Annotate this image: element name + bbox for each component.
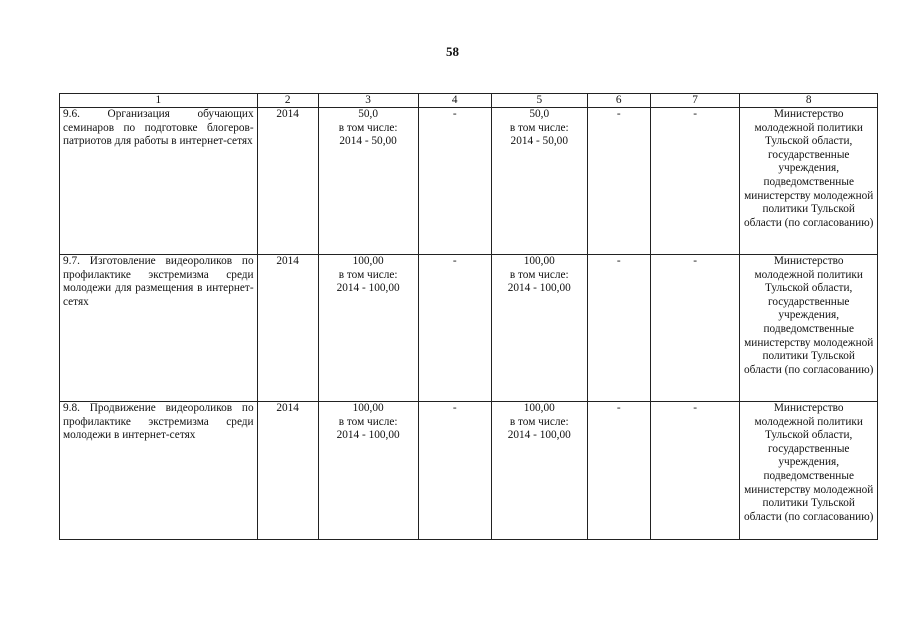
table-row bbox=[60, 108, 878, 255]
column-header: 4 bbox=[418, 94, 491, 108]
column-header: 3 bbox=[318, 94, 418, 108]
total-funding-cell bbox=[318, 402, 418, 540]
total-by-year: 2014 - 50,00 bbox=[339, 135, 397, 148]
regional-by-year: 2014 - 100,00 bbox=[507, 282, 571, 295]
measure-name-cell: 9.6. Организация обучающих семинаров по подготовке блогеров-патриотов для работы в интернет-сетях bbox=[60, 108, 258, 255]
extra-funding-cell: - bbox=[650, 108, 740, 255]
measure-name-cell: 9.7. Изготовление видеороликов по профилактике экстремизма среди молодежи для размещения в интернет-сетях bbox=[60, 255, 258, 402]
table-row bbox=[60, 402, 878, 540]
total-funding-cell bbox=[318, 108, 418, 255]
page-number: 58 bbox=[446, 44, 459, 59]
column-header: 1 bbox=[60, 94, 258, 108]
regional-funding-cell bbox=[491, 108, 587, 255]
regional-amount: 100,00 bbox=[523, 255, 555, 267]
column-header: 2 bbox=[257, 94, 318, 108]
extra-funding-cell: - bbox=[650, 255, 740, 402]
regional-funding-cell bbox=[491, 255, 587, 402]
executor-cell: Министерство молодежной политики Тульской области, государственные учреждения, подведомственные министерству молодежной политики Тульской области (по согласованию) bbox=[740, 255, 878, 402]
federal-funding-cell: - bbox=[418, 402, 491, 540]
regional-subtitle: в том числе: bbox=[509, 415, 569, 428]
total-amount: 100,00 bbox=[352, 255, 384, 267]
regional-by-year: 2014 - 100,00 bbox=[507, 429, 571, 442]
municipal-funding-cell: - bbox=[587, 402, 650, 540]
total-funding-cell bbox=[318, 255, 418, 402]
total-amount: 50,0 bbox=[358, 108, 379, 120]
column-header: 5 bbox=[491, 94, 587, 108]
municipal-funding-cell: - bbox=[587, 108, 650, 255]
regional-by-year: 2014 - 50,00 bbox=[510, 135, 568, 148]
executor-cell: Министерство молодежной политики Тульской области, государственные учреждения, подведомственные министерству молодежной политики Тульской области (по согласованию) bbox=[740, 402, 878, 540]
extra-funding-cell: - bbox=[650, 402, 740, 540]
program-measures-table bbox=[59, 93, 878, 540]
municipal-funding-cell: - bbox=[587, 255, 650, 402]
measure-name-cell: 9.8. Продвижение видеороликов по профилактике экстремизма среди молодежи в интернет-сетях bbox=[60, 402, 258, 540]
total-subtitle: в том числе: bbox=[338, 415, 398, 428]
regional-amount: 50,0 bbox=[529, 108, 550, 120]
year-cell: 2014 bbox=[257, 255, 318, 402]
federal-funding-cell: - bbox=[418, 255, 491, 402]
regional-amount: 100,00 bbox=[523, 402, 555, 414]
total-by-year: 2014 - 100,00 bbox=[336, 429, 400, 442]
table-row bbox=[60, 255, 878, 402]
executor-cell: Министерство молодежной политики Тульской области, государственные учреждения, подведомственные министерству молодежной политики Тульской области (по согласованию) bbox=[740, 108, 878, 255]
total-subtitle: в том числе: bbox=[338, 268, 398, 281]
year-cell: 2014 bbox=[257, 108, 318, 255]
federal-funding-cell: - bbox=[418, 108, 491, 255]
column-header: 7 bbox=[650, 94, 740, 108]
column-header: 6 bbox=[587, 94, 650, 108]
column-header: 8 bbox=[740, 94, 878, 108]
total-subtitle: в том числе: bbox=[338, 121, 398, 134]
regional-subtitle: в том числе: bbox=[509, 121, 569, 134]
total-amount: 100,00 bbox=[352, 402, 384, 414]
year-cell: 2014 bbox=[257, 402, 318, 540]
regional-funding-cell bbox=[491, 402, 587, 540]
total-by-year: 2014 - 100,00 bbox=[336, 282, 400, 295]
column-number-row bbox=[60, 94, 878, 108]
regional-subtitle: в том числе: bbox=[509, 268, 569, 281]
